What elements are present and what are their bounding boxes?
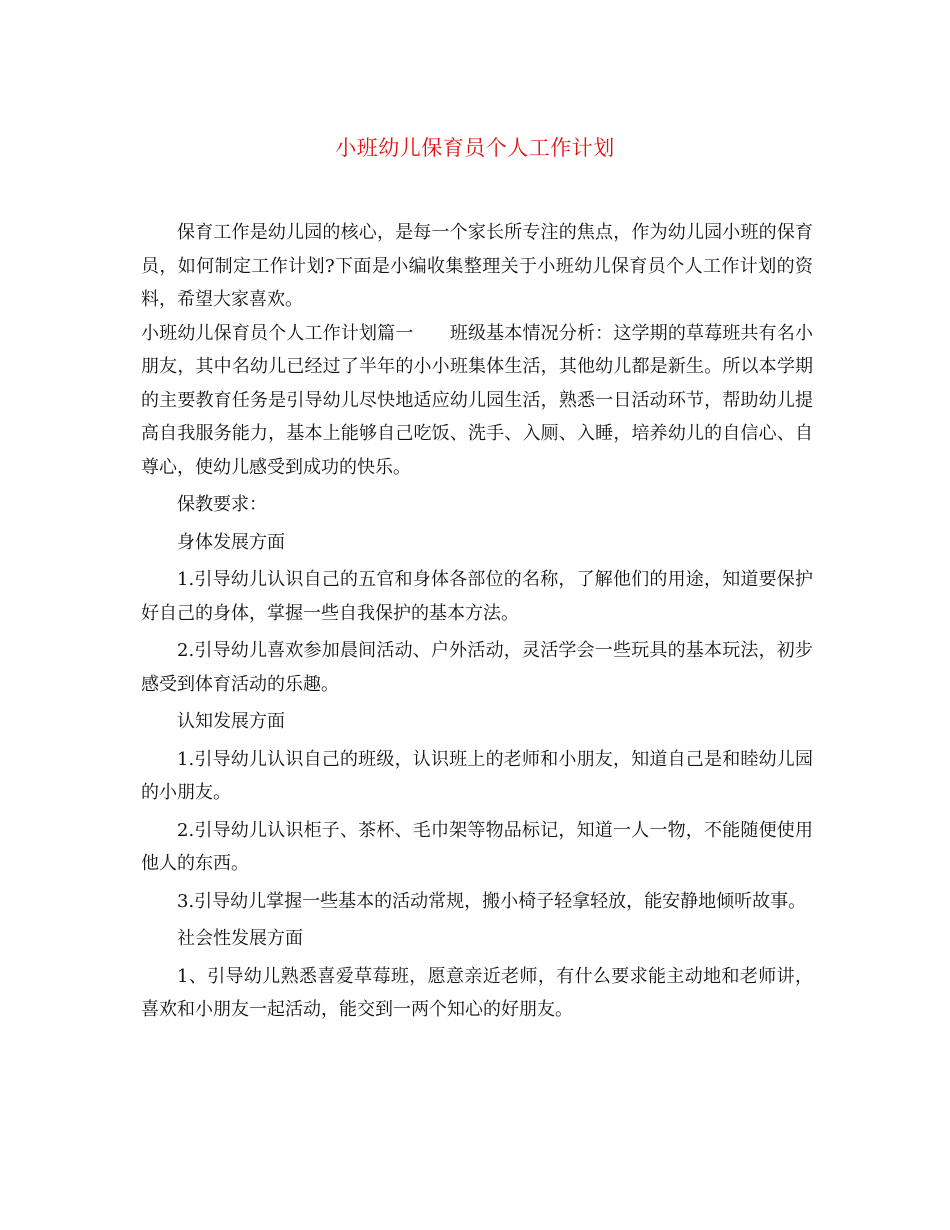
cognitive-item-3: 3.引导幼儿掌握一些基本的活动常规，搬小椅子轻拿轻放，能安静地倾听故事。 xyxy=(177,890,807,912)
document-title: 小班幼儿保育员个人工作计划 xyxy=(335,136,615,160)
social-development-heading: 社会性发展方面 xyxy=(177,928,303,949)
requirements-heading: 保教要求： xyxy=(177,494,267,515)
physical-development-heading: 身体发展方面 xyxy=(177,531,285,553)
social-item-1: 1、引导幼儿熟悉喜爱草莓班，愿意亲近老师，有什么要求能主动地和老师讲，喜欢和小朋友一起活动，能交到一两个知心的好朋友。 xyxy=(141,965,813,1020)
document-body xyxy=(141,216,813,1027)
cognitive-item-2: 2.引导幼儿认识柜子、茶杯、毛巾架等物品标记，知道一人一物，不能随便使用他人的东西。 xyxy=(141,819,813,874)
physical-item-1: 1.引导幼儿认识自己的五官和身体各部位的名称，了解他们的用途，知道要保护好自己的身体，掌握一些自我保护的基本方法。 xyxy=(141,569,813,624)
section-one-paragraph: 小班幼儿保育员个人工作计划篇一 班级基本情况分析：这学期的草莓班共有名小朋友，其中名幼儿已经过了半年的小小班集体生活，其他幼儿都是新生。所以本学期的主要教育任务是引导幼儿尽快地适应幼儿园生活，熟悉一日活动环节，帮助幼儿提高自我服务能力，基本上能够自己吃饭、洗手、入厕、入睡，培养幼儿的自信心、自尊心，使幼儿感受到成功的快乐。 xyxy=(141,322,813,478)
cognitive-item-1: 1.引导幼儿认识自己的班级，认识班上的老师和小朋友，知道自己是和睦幼儿园的小朋友。 xyxy=(141,748,813,803)
cognitive-development-heading: 认知发展方面 xyxy=(177,711,285,732)
physical-item-2: 2.引导幼儿喜欢参加晨间活动、户外活动，灵活学会一些玩具的基本玩法，初步感受到体育活动的乐趣。 xyxy=(141,640,813,695)
intro-paragraph: 保育工作是幼儿园的核心，是每一个家长所专注的焦点，作为幼儿园小班的保育员，如何制定工作计划?下面是小编收集整理关于小班幼儿保育员个人工作计划的资料，希望大家喜欢。 xyxy=(141,222,813,310)
